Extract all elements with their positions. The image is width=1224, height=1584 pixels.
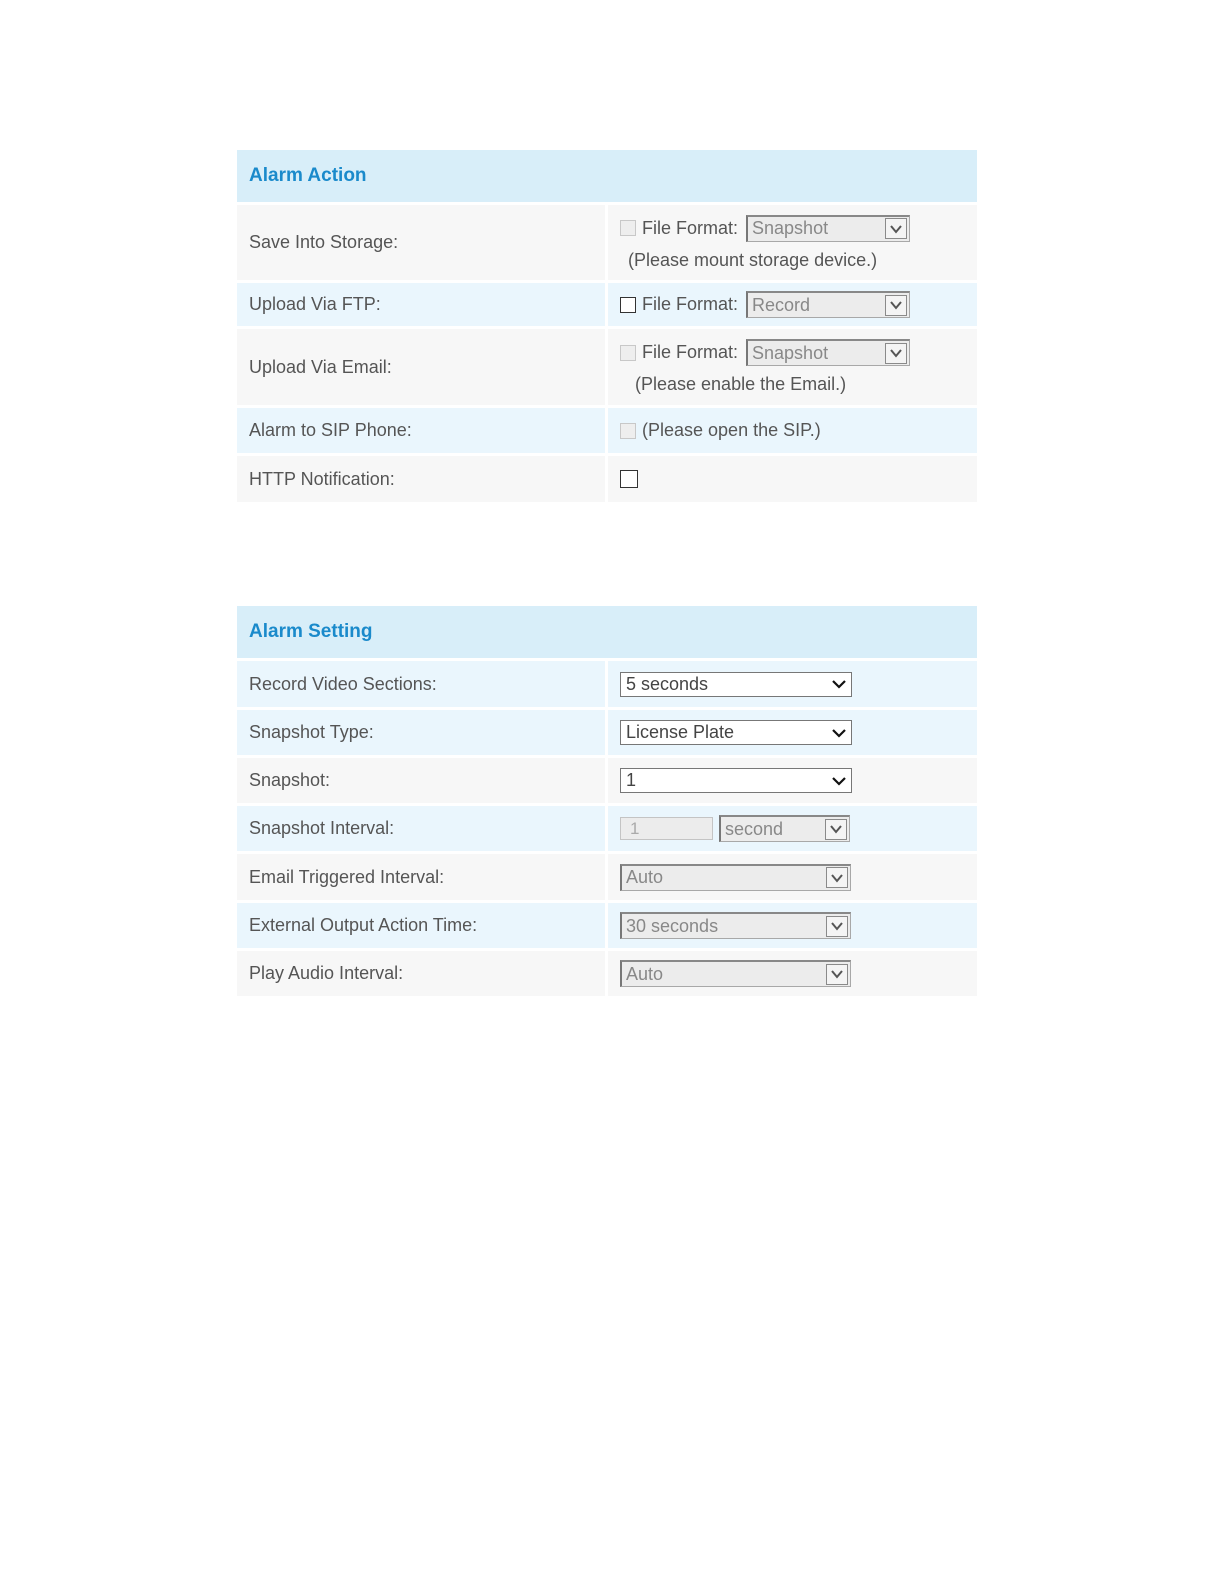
panel-title: Alarm Setting [249, 621, 373, 642]
snapshot-type-select[interactable]: License Plate [620, 720, 852, 745]
chevron-down-icon [831, 776, 847, 786]
save-into-storage-label: Save Into Storage: [237, 205, 605, 280]
email-triggered-interval-select[interactable]: Auto [620, 864, 851, 891]
snapshot-type-label: Snapshot Type: [237, 710, 605, 755]
upload-via-email-row [237, 329, 977, 405]
snapshot-interval-row [237, 806, 977, 851]
save-into-storage-file-format-select[interactable]: Snapshot [746, 215, 910, 242]
snapshot-type-row [237, 710, 977, 755]
alarm-setting-header [237, 606, 977, 658]
sip-note: (Please open the SIP.) [642, 420, 821, 440]
save-into-storage-row [237, 205, 977, 280]
chevron-down-icon [830, 873, 844, 883]
snapshot-interval-unit-select[interactable]: second [719, 815, 850, 842]
chevron-down-icon [830, 969, 844, 979]
alarm-setting-panel [237, 606, 977, 996]
record-video-sections-label: Record Video Sections: [237, 661, 605, 707]
storage-note: (Please mount storage device.) [628, 249, 878, 270]
upload-via-ftp-checkbox[interactable] [620, 297, 636, 313]
file-format-label: File Format: [642, 294, 739, 314]
upload-via-email-label: Upload Via Email: [237, 329, 605, 405]
email-note: (Please enable the Email.) [635, 374, 847, 394]
play-audio-interval-label: Play Audio Interval: [237, 951, 605, 996]
chevron-down-icon [830, 921, 844, 931]
play-audio-interval-select[interactable]: Auto [620, 960, 851, 987]
upload-via-ftp-row [237, 283, 977, 326]
chevron-down-icon [889, 224, 903, 234]
upload-via-ftp-label: Upload Via FTP: [237, 283, 605, 326]
email-triggered-interval-row [237, 854, 977, 900]
chevron-down-icon [889, 348, 903, 358]
alarm-action-panel [237, 150, 977, 502]
record-video-sections-row [237, 661, 977, 707]
http-notification-row [237, 456, 977, 502]
file-format-label: File Format: [642, 217, 739, 238]
chevron-down-icon [889, 300, 903, 310]
chevron-down-icon [831, 679, 847, 689]
chevron-down-icon [831, 728, 847, 738]
external-output-action-time-select[interactable]: 30 seconds [620, 912, 851, 939]
record-video-sections-select[interactable]: 5 seconds [620, 672, 852, 697]
alarm-to-sip-phone-label: Alarm to SIP Phone: [237, 408, 605, 453]
http-notification-checkbox[interactable] [620, 470, 638, 488]
alarm-to-sip-phone-checkbox[interactable] [620, 423, 636, 439]
upload-via-ftp-file-format-select[interactable]: Record [746, 291, 910, 318]
external-output-action-time-row [237, 903, 977, 948]
snapshot-select[interactable]: 1 [620, 768, 852, 793]
play-audio-interval-row [237, 951, 977, 996]
upload-via-email-checkbox[interactable] [620, 345, 636, 361]
save-into-storage-checkbox[interactable] [620, 220, 636, 236]
panel-title: Alarm Action [249, 165, 367, 186]
email-triggered-interval-label: Email Triggered Interval: [237, 854, 605, 900]
snapshot-interval-input[interactable]: 1 [620, 817, 713, 840]
snapshot-row [237, 758, 977, 803]
alarm-action-header [237, 150, 977, 202]
chevron-down-icon [829, 824, 843, 834]
external-output-action-time-label: External Output Action Time: [237, 903, 605, 948]
http-notification-label: HTTP Notification: [237, 456, 605, 502]
file-format-label: File Format: [642, 342, 739, 362]
snapshot-interval-label: Snapshot Interval: [237, 806, 605, 851]
alarm-to-sip-phone-row [237, 408, 977, 453]
upload-via-email-file-format-select[interactable]: Snapshot [746, 339, 910, 366]
snapshot-label: Snapshot: [237, 758, 605, 803]
